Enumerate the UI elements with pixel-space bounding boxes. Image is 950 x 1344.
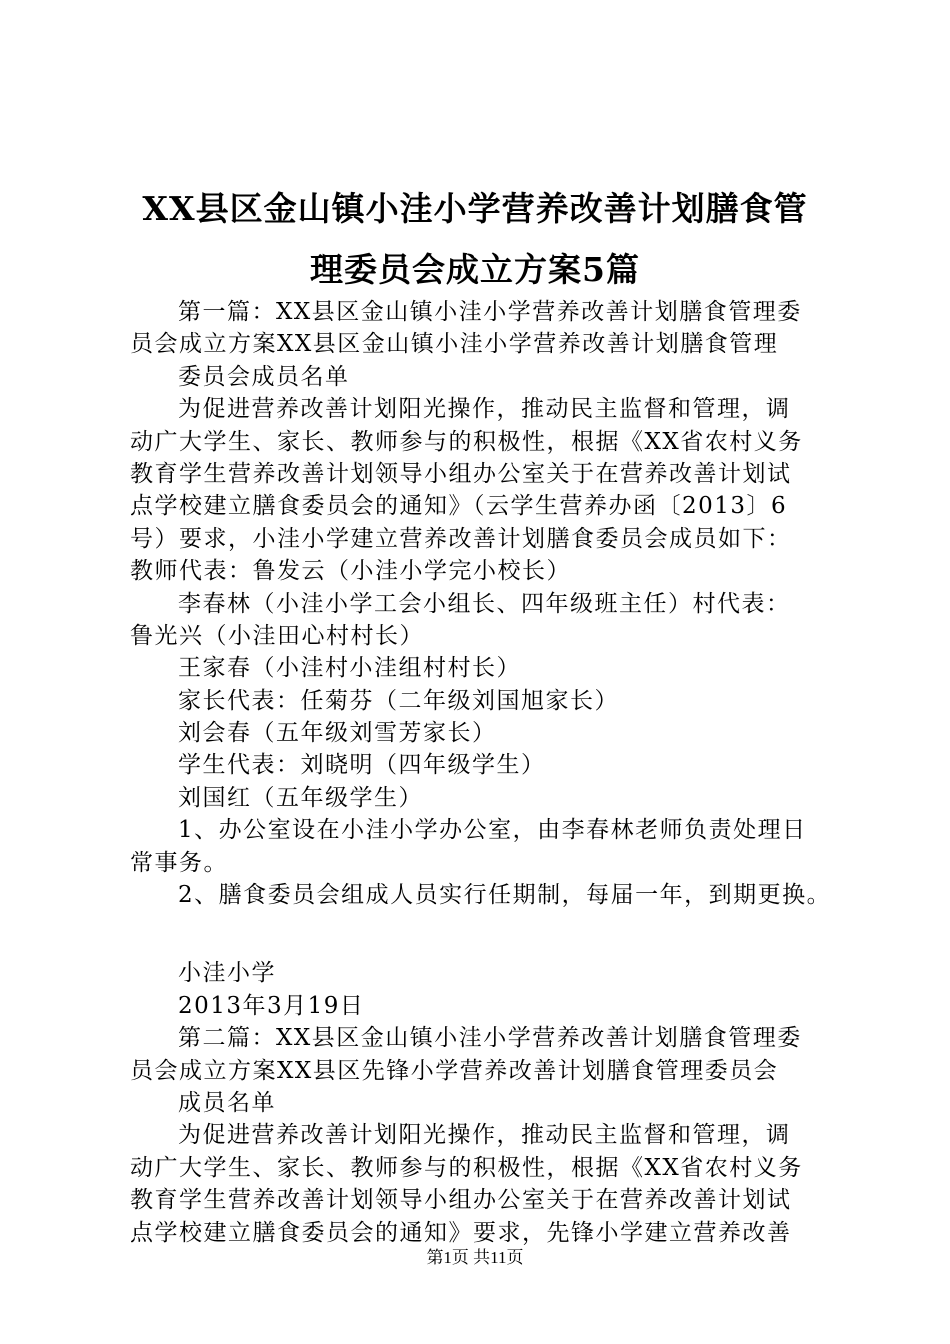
paragraph-line: 学生代表：刘晓明（四年级学生） [178, 752, 546, 779]
document-title-line-1: XX县区金山镇小洼小学营养改善计划膳食管 [142, 189, 808, 228]
paragraph-line: 点学校建立膳食委员会的通知》（云学生营养办函〔2013〕6 [130, 493, 788, 520]
paragraph-line: 为促进营养改善计划阳光操作，推动民主监督和管理，调 [178, 1122, 791, 1149]
paragraph-line: 鲁光兴（小洼田心村村长） [130, 622, 424, 649]
paragraph-line: 刘国红（五年级学生） [178, 784, 423, 811]
page-number-footer: 第1页 共11页 [426, 1248, 524, 1267]
paragraph-line: 委员会成员名单 [178, 363, 350, 390]
paragraph-line: 李春林（小洼小学工会小组长、四年级班主任）村代表： [178, 590, 791, 617]
paragraph-line: 为促进营养改善计划阳光操作，推动民主监督和管理，调 [178, 396, 791, 423]
paragraph-line: 第二篇：XX县区金山镇小洼小学营养改善计划膳食管理委 [178, 1025, 802, 1052]
paragraph-line: 教师代表：鲁发云（小洼小学完小校长） [130, 558, 571, 585]
paragraph-line: 员会成立方案XX县区金山镇小洼小学营养改善计划膳食管理 [130, 331, 779, 358]
paragraph-line: 教育学生营养改善计划领导小组办公室关于在营养改善计划试 [130, 460, 792, 487]
paragraph-line: 成员名单 [178, 1089, 276, 1116]
paragraph-line: 员会成立方案XX县区先锋小学营养改善计划膳食管理委员会 [130, 1057, 779, 1084]
paragraph-line: 常事务。 [130, 849, 228, 876]
paragraph-line: 王家春（小洼村小洼组村村长） [178, 655, 521, 682]
paragraph-spacer [130, 911, 860, 957]
paragraph-line: 第一篇：XX县区金山镇小洼小学营养改善计划膳食管理委 [178, 299, 802, 325]
paragraph-line: 动广大学生、家长、教师参与的积极性，根据《XX省农村义务 [130, 428, 803, 455]
paragraph-line: 动广大学生、家长、教师参与的积极性，根据《XX省农村义务 [130, 1154, 803, 1181]
paragraph-line: 刘会春（五年级刘雪芳家长） [178, 720, 497, 747]
paragraph-line: 2、膳食委员会组成人员实行任期制，每届一年，到期更换。 [178, 882, 832, 909]
paragraph-line: 1、办公室设在小洼小学办公室，由李春林老师负责处理日 [178, 817, 807, 844]
paragraph-line: 号）要求，小洼小学建立营养改善计划膳食委员会成员如下： [130, 525, 792, 552]
paragraph-line: 家长代表：任菊芬（二年级刘国旭家长） [178, 687, 619, 714]
document-body [130, 296, 860, 1249]
document-title-line-2: 理委员会成立方案5篇 [310, 250, 640, 289]
paragraph-line: 教育学生营养改善计划领导小组办公室关于在营养改善计划试 [130, 1187, 792, 1214]
signature-school: 小洼小学 [178, 960, 276, 987]
signature-date: 2013年3月19日 [178, 992, 365, 1019]
paragraph-line: 点学校建立膳食委员会的通知》要求，先锋小学建立营养改善 [130, 1219, 792, 1246]
